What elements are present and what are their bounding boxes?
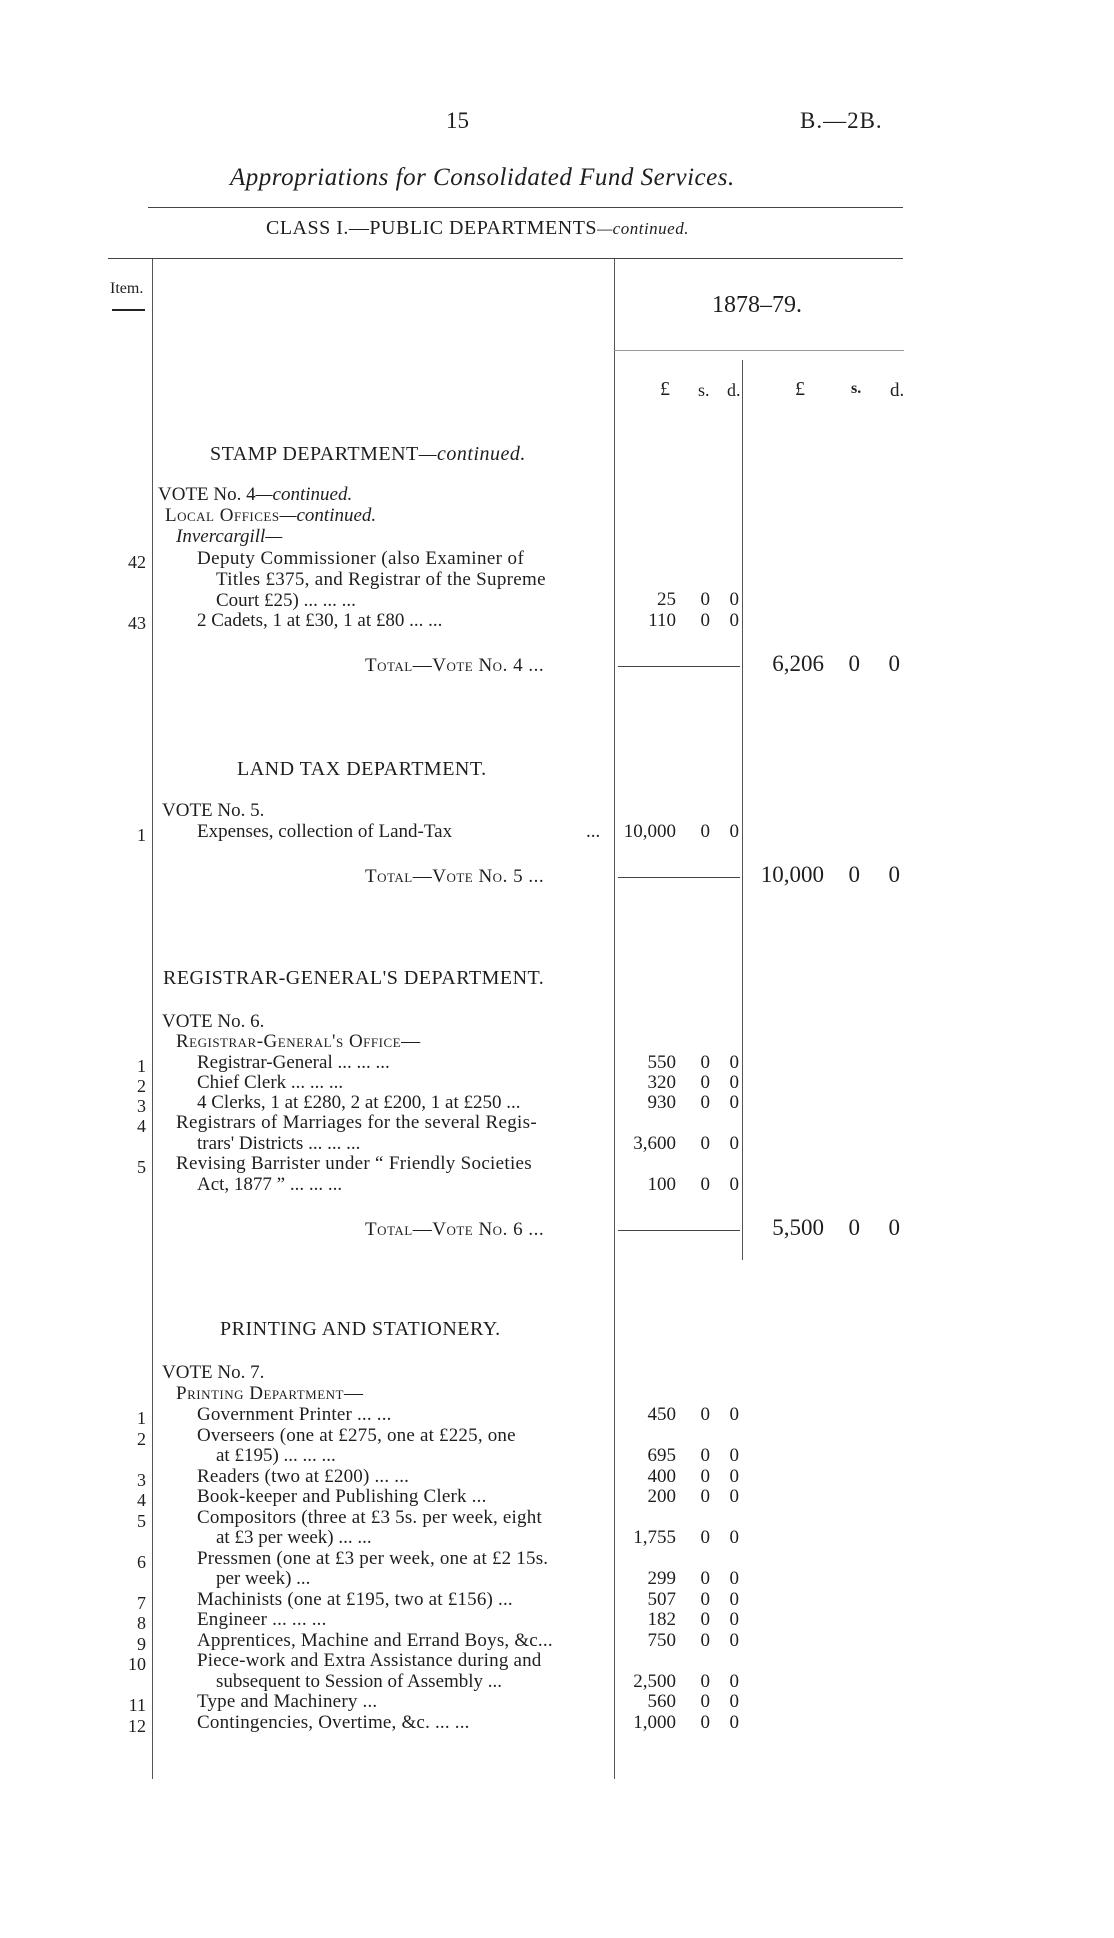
registrar-total-pounds: 5,500 [772,1215,824,1240]
print-6-shillings: 0 [700,1568,710,1589]
document-ref: B.—2B. [800,108,883,133]
print-item-12: 12 [128,1715,146,1736]
stamp-42-pounds: 25 [657,589,676,610]
print-9-pence: 0 [729,1629,739,1651]
stamp-item-43: 43 [128,613,146,633]
print-5-pence: 0 [729,1527,739,1548]
printing-vote: VOTE No. 7. [162,1362,265,1383]
print-6-pounds: 299 [647,1568,676,1589]
reg-3-pounds: 930 [647,1092,676,1113]
print-1-pence: 0 [729,1404,739,1425]
class-heading-continued: —continued. [597,219,689,238]
land-total-shillings: 0 [848,862,860,887]
land-1-pounds: 10,000 [623,821,676,842]
land-total-pounds: 10,000 [760,862,824,887]
reg-3-text: 4 Clerks, 1 at £280, 2 at £200, 1 at £250 ... [197,1092,521,1113]
print-2-text2: at £195) ... ... ... [216,1445,336,1466]
page-title: Appropriations for Consolidated Fund Services. [230,164,735,191]
rule-year-under [614,350,904,351]
reg-2-pounds: 320 [647,1072,676,1093]
print-12-shillings: 0 [700,1711,710,1733]
stamp-43-pence: 0 [729,610,739,631]
stamp-total-shillings: 0 [848,651,860,676]
item-underline [112,309,145,311]
print-item-10: 10 [128,1654,146,1674]
print-5-shillings: 0 [700,1527,710,1548]
stamp-42-shillings: 0 [700,589,710,610]
col-pence-2: d. [890,380,905,401]
print-item-9: 9 [137,1633,146,1654]
print-item-4: 4 [137,1490,146,1510]
stamp-42-line2: Titles £375, and Registrar of the Supreme [216,569,546,590]
reg-2-text: Chief Clerk ... ... ... [197,1072,344,1093]
stamp-total-pounds: 6,206 [772,651,824,676]
print-4-shillings: 0 [700,1486,710,1507]
stamp-42-line1: Deputy Commissioner (also Examiner of [197,548,525,569]
stamp-43-shillings: 0 [700,610,710,631]
print-6-text2: per week) ... [216,1568,311,1589]
print-5-pounds: 1,755 [633,1527,676,1548]
print-item-11: 11 [128,1695,146,1715]
reg-5-pence: 0 [729,1174,739,1195]
reg-item-1: 1 [137,1056,146,1076]
reg-1-shillings: 0 [700,1052,710,1073]
print-9-text: Apprentices, Machine and Errand Boys, &c... [197,1629,553,1651]
reg-4-pounds: 3,600 [633,1133,676,1154]
stamp-42-pence: 0 [729,589,739,610]
reg-1-text: Registrar-General ... ... ... [197,1052,390,1073]
column-item: Item. [110,280,144,297]
print-12-pounds: 1,000 [633,1711,676,1733]
col-pound-1: £ [660,378,670,400]
land-1-shillings: 0 [700,821,710,842]
land-heading: LAND TAX DEPARTMENT. [237,758,487,780]
registrar-total-pence: 0 [888,1215,900,1240]
stamp-vote-text: VOTE No. 4 [158,484,256,505]
stamp-vote-cont: —continued. [255,484,353,505]
print-3-pence: 0 [729,1465,739,1487]
print-8-text: Engineer ... ... ... [197,1609,327,1630]
print-8-shillings: 0 [700,1609,710,1630]
print-item-2: 2 [137,1428,146,1449]
rule-top [148,207,903,208]
stamp-sub-text: Local Offices [165,505,280,526]
print-4-pounds: 200 [647,1486,676,1507]
col-pence-1: d. [727,380,741,400]
print-8-pence: 0 [729,1609,739,1630]
print-2-pence: 0 [729,1445,739,1466]
land-1-text: Expenses, collection of Land-Tax [197,821,453,842]
class-heading [266,217,689,240]
print-5-text2: at £3 per week) ... ... [216,1527,372,1548]
print-6-pence: 0 [729,1568,739,1589]
stamp-vote [158,484,352,506]
land-1-pence: 0 [729,821,739,842]
registrar-total-shillings: 0 [848,1215,860,1240]
registrar-total-rule [618,1230,740,1231]
print-2-pounds: 695 [647,1445,676,1466]
print-7-shillings: 0 [700,1588,710,1610]
land-total-pence: 0 [888,862,900,887]
reg-item-3: 3 [137,1096,146,1116]
column-year: 1878–79. [712,292,802,318]
print-2-shillings: 0 [700,1445,710,1466]
reg-1-pounds: 550 [647,1052,676,1073]
print-item-8: 8 [137,1613,146,1633]
registrar-vote: VOTE No. 6. [162,1011,265,1032]
reg-3-shillings: 0 [700,1092,710,1113]
land-total-rule [618,877,740,878]
print-12-pence: 0 [729,1711,739,1733]
reg-item-2: 2 [137,1076,146,1096]
print-8-pounds: 182 [647,1609,676,1630]
print-9-shillings: 0 [700,1629,710,1651]
print-7-pounds: 507 [647,1588,676,1610]
print-12-text: Contingencies, Overtime, &c. ... ... [197,1711,470,1733]
rule-item-col [152,259,153,1779]
reg-5-text: Revising Barrister under “ Friendly Societies [176,1153,532,1174]
print-10-shillings: 0 [700,1670,710,1692]
reg-4-text: Registrars of Marriages for the several Regis- [176,1112,537,1133]
print-10-text: Piece-work and Extra Assistance during and [197,1650,542,1671]
page-number: 15 [446,108,469,133]
print-1-pounds: 450 [647,1404,676,1425]
registrar-heading: REGISTRAR-GENERAL'S DEPARTMENT. [163,967,545,989]
class-heading-text: CLASS I.—PUBLIC DEPARTMENTS [266,217,598,239]
registrar-total-label: Total—Vote No. 6 ... [365,1219,545,1240]
print-1-shillings: 0 [700,1404,710,1425]
col-shillings-1: s. [698,380,710,400]
print-6-text: Pressmen (one at £3 per week, one at £2 15s. [197,1547,549,1569]
print-10-text2: subsequent to Session of Assembly ... [216,1670,503,1692]
reg-2-pence: 0 [729,1072,739,1093]
reg-item-5: 5 [137,1157,146,1177]
stamp-total-pence: 0 [888,651,900,676]
reg-1-pence: 0 [729,1052,739,1073]
printing-heading: PRINTING AND STATIONERY. [220,1318,501,1340]
print-item-5: 5 [137,1510,146,1531]
stamp-total-label: Total—Vote No. 4 ... [365,655,545,676]
reg-item-4: 4 [137,1116,146,1136]
print-5-text: Compositors (three at £3 5s. per week, eight [197,1506,542,1528]
print-11-shillings: 0 [700,1691,710,1712]
stamp-43-line1: 2 Cadets, 1 at £30, 1 at £80 ... ... [197,610,443,631]
print-3-text: Readers (two at £200) ... ... [197,1465,410,1487]
col-pound-2: £ [795,378,805,400]
stamp-heading-text: STAMP DEPARTMENT [210,443,419,465]
land-vote: VOTE No. 5. [162,800,265,821]
reg-5-shillings: 0 [700,1174,710,1195]
stamp-total-rule [618,666,740,667]
print-7-pence: 0 [729,1588,739,1610]
print-2-text: Overseers (one at £275, one at £225, one [197,1424,516,1446]
stamp-sub [165,505,376,527]
reg-4-pence: 0 [729,1133,739,1154]
reg-3-pence: 0 [729,1092,739,1113]
land-1-dots: ... [586,821,601,842]
stamp-item-42: 42 [128,552,146,572]
rule-amount-col [614,259,615,1779]
stamp-heading-cont: —continued. [418,443,526,465]
print-1-text: Government Printer ... ... [197,1404,392,1425]
print-11-text: Type and Machinery ... [197,1691,378,1712]
print-4-text: Book-keeper and Publishing Clerk ... [197,1486,487,1507]
reg-2-shillings: 0 [700,1072,710,1093]
print-3-pounds: 400 [647,1465,676,1487]
print-10-pence: 0 [729,1670,739,1692]
print-9-pounds: 750 [647,1629,676,1651]
registrar-sub: Registrar-General's Office— [176,1031,421,1052]
print-10-pounds: 2,500 [633,1670,676,1692]
reg-4-shillings: 0 [700,1133,710,1154]
print-3-shillings: 0 [700,1465,710,1487]
stamp-43-pounds: 110 [648,610,676,631]
print-4-pence: 0 [729,1486,739,1507]
reg-5-pounds: 100 [647,1174,676,1195]
land-total-label: Total—Vote No. 5 ... [365,866,545,887]
print-item-1: 1 [137,1408,146,1428]
print-item-6: 6 [137,1551,146,1572]
reg-4-text2: trars' Districts ... ... ... [197,1133,361,1154]
stamp-place: Invercargill— [176,526,283,547]
col-shillings-2: s. [851,380,862,397]
land-item-1: 1 [137,825,146,845]
print-7-text: Machinists (one at £195, two at £156) ... [197,1588,513,1610]
printing-sub: Printing Department— [176,1383,364,1404]
reg-5-text2: Act, 1877 ” ... ... ... [197,1174,343,1195]
print-item-3: 3 [137,1469,146,1490]
stamp-heading [210,443,526,466]
rule-table-top [108,258,903,259]
print-11-pence: 0 [729,1691,739,1712]
stamp-sub-cont: —continued. [279,505,377,526]
stamp-42-line3: Court £25) ... ... ... [216,590,356,611]
print-11-pounds: 560 [647,1691,676,1712]
print-item-7: 7 [137,1592,146,1613]
rule-total-col [742,360,743,1260]
